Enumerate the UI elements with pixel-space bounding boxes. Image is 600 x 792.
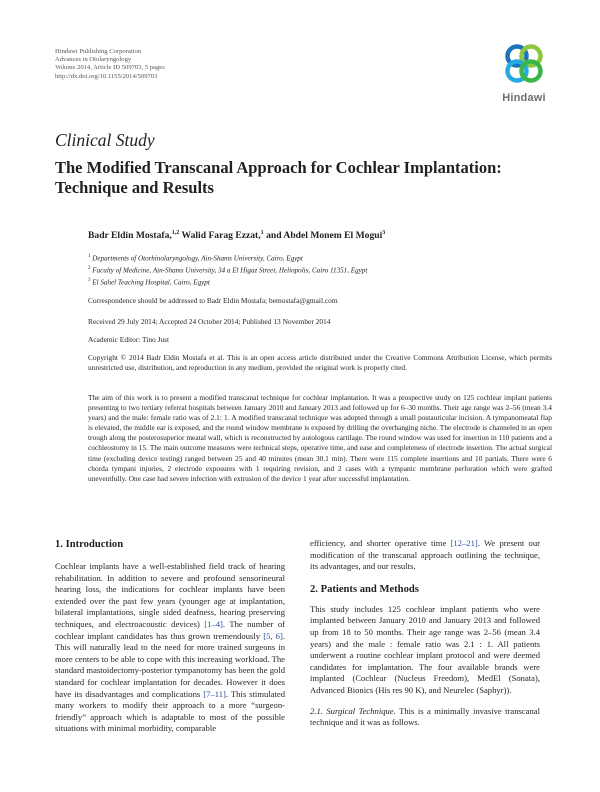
body-text: . This will naturally lead to the need for more trained surgeons in more centers to be able to cope with this increasing workload. The standard mastoidectomy-posterior tympanotomy has been the gold standard for cochlear implantation for decades. However it does have its disadvantages and complications: [55, 630, 285, 699]
section-heading-patients-methods: 2. Patients and Methods: [310, 583, 419, 595]
affiliation-text: Faculty of Medicine, Ain-Shams University, 34 a El Higaz Street, Heliopolis, Cairo 11351, Egypt: [92, 266, 368, 275]
surgical-technique-paragraph: [310, 706, 540, 729]
right-column: [310, 538, 540, 729]
affiliation-text: Departments of Otorhinolaryngology, Ain-Shams University, Cairo, Egypt: [92, 254, 303, 263]
methods-paragraph: This study includes 125 cochlear implant patients who were implanted between January 2010 and January 2013 and followed up from 18 to 50 months. Their age range was 2–56 (mean 3.4 years) and the male : female ratio was 2.1 : 1. All patients underwent a routine cochlear implant protocol and were deemed candidates for implantation. The four available brands were implanted (Cochlear (Nucleus Freedom), MedEl (Sonata), Advanced Bionics (His res 90 K), and Neurelec (Saphyr)).: [310, 603, 540, 695]
affiliation-text: El Sahel Teaching Hospital, Cairo, Egypt: [92, 277, 210, 286]
copyright-notice: Copyright © 2014 Badr Eldin Mostafa et al. This is an open access article distributed under the Creative Commons Attribution License, which permits unrestricted use, distribution, and reproduction in any medium, provided the original work is properly cited.: [88, 353, 552, 372]
citation-link[interactable]: [7–11]: [203, 688, 226, 699]
section-heading-introduction: 1. Introduction: [55, 539, 124, 550]
author-affil-sup: 1: [260, 230, 264, 236]
author-affil-sup: 3: [382, 230, 386, 236]
body-text: efficiency, and shorter operative time: [310, 538, 447, 548]
volume-info: Volume 2014, Article ID 509703, 5 pages: [55, 64, 165, 72]
left-column: [55, 538, 285, 735]
hindawi-logo-icon: [496, 38, 552, 90]
publisher-name: Hindawi Publishing Corporation: [55, 48, 142, 55]
journal-header: [55, 48, 165, 81]
article-type: Clinical Study: [55, 130, 155, 150]
author-name: Walid Farag Ezzat,: [181, 230, 261, 242]
body-text: . This stimulated many workers to modify their approach to a more “surgeon-friendly” approach which is adaptable to most of the possible situations with minimal morbidity, comparable: [55, 688, 286, 734]
body-text: Cochlear implants have a well-established field track of hearing rehabilitation. In addition to severe and profound sensorineural hearing loss, the indications for cochlear implants have been extended over the past few years (younger age at implantation, bilateral implantations, single sided deafness, hearing preserving techniques, and electroacoustic devices): [55, 561, 285, 629]
abstract: The aim of this work is to present a modified transcanal technique for cochlear implantation. It was a prospective study on 125 cochlear implant patients presenting to two tertiary referral hospitals between January 2010 and January 2013 and followed up for 6–30 months. Their age range was 2–56 (mean 3.4 years) and the male: female ratio was of 2.1: 1. A modified transcanal technique was adopted through a small postauricular incision. A tympanomeatal flap is elevated, the middle ear is exposed, and the round window membrane is exposed by drilling the overhanging niche. The electrode is channeled in an open trough along the posterosuperior meatal wall, which is reconstructed by autologous cartilage. The round window was used for insertion in 110 patients and a cochleostomy in 15. The main outcome measures were technical steps, operative time, and ease and completeness of electrode insertion. The actual surgical time (excluding device testing) ranged between 25 and 40 minutes (mean 30.1 min). There were 115 complete insertions and 10 partials. There were 6 chorda tympani injuries, 2 electrode exposures with 1 requiring revision, and 2 cases with a tympanic membrane perforation which were grafted uneventfully. One case had severe infection with extrusion of the device 1 year after successful implantation.: [88, 393, 552, 483]
journal-name: Advances in Otolaryngology: [55, 56, 132, 64]
body-text: . We present our modification of the transcanal approach outlining the technique, its advantages, and our results.: [310, 538, 540, 572]
affiliation: [88, 252, 367, 264]
subsection-title: 2.1. Surgical Technique.: [310, 705, 396, 716]
author-list: [88, 230, 385, 241]
affiliations: [88, 252, 367, 287]
academic-editor: Academic Editor: Tino Just: [88, 335, 170, 344]
affiliation-sup: 2: [88, 265, 91, 271]
citation-link[interactable]: [5, 6]: [263, 630, 283, 641]
hindawi-logo: [496, 38, 552, 106]
introduction-paragraph: [55, 561, 285, 735]
article-title: The Modified Transcanal Approach for Cochlear Implantation: Technique and Results: [55, 158, 502, 197]
affiliation-sup: 3: [88, 277, 91, 283]
introduction-paragraph-continued: [310, 538, 540, 573]
affiliation-sup: 1: [88, 254, 91, 259]
author-affil-sup: 1,2: [171, 230, 180, 236]
affiliation: [88, 264, 367, 276]
author-name: and Abdel Monem El Mogui: [266, 230, 383, 242]
author-name: Badr Eldin Mostafa,: [88, 230, 172, 242]
hindawi-logo-text: Hindawi: [502, 92, 546, 104]
doi-link[interactable]: http://dx.doi.org/10.1155/2014/509703: [55, 72, 158, 80]
body-text: This is a minimally invasive transcanal technique and it was as follows.: [310, 705, 540, 728]
citation-link[interactable]: [1–4]: [204, 618, 223, 629]
publication-dates: Received 29 July 2014; Accepted 24 October 2014; Published 13 November 2014: [88, 317, 331, 326]
correspondence-note: Correspondence should be addressed to Badr Eldin Mostafa; bemostafa@gmail.com: [88, 296, 338, 305]
affiliation: [88, 276, 367, 288]
citation-link[interactable]: [12–21]: [450, 538, 478, 548]
body-text: . The number of cochlear implant candidates has thus grown tremendously: [55, 618, 285, 641]
